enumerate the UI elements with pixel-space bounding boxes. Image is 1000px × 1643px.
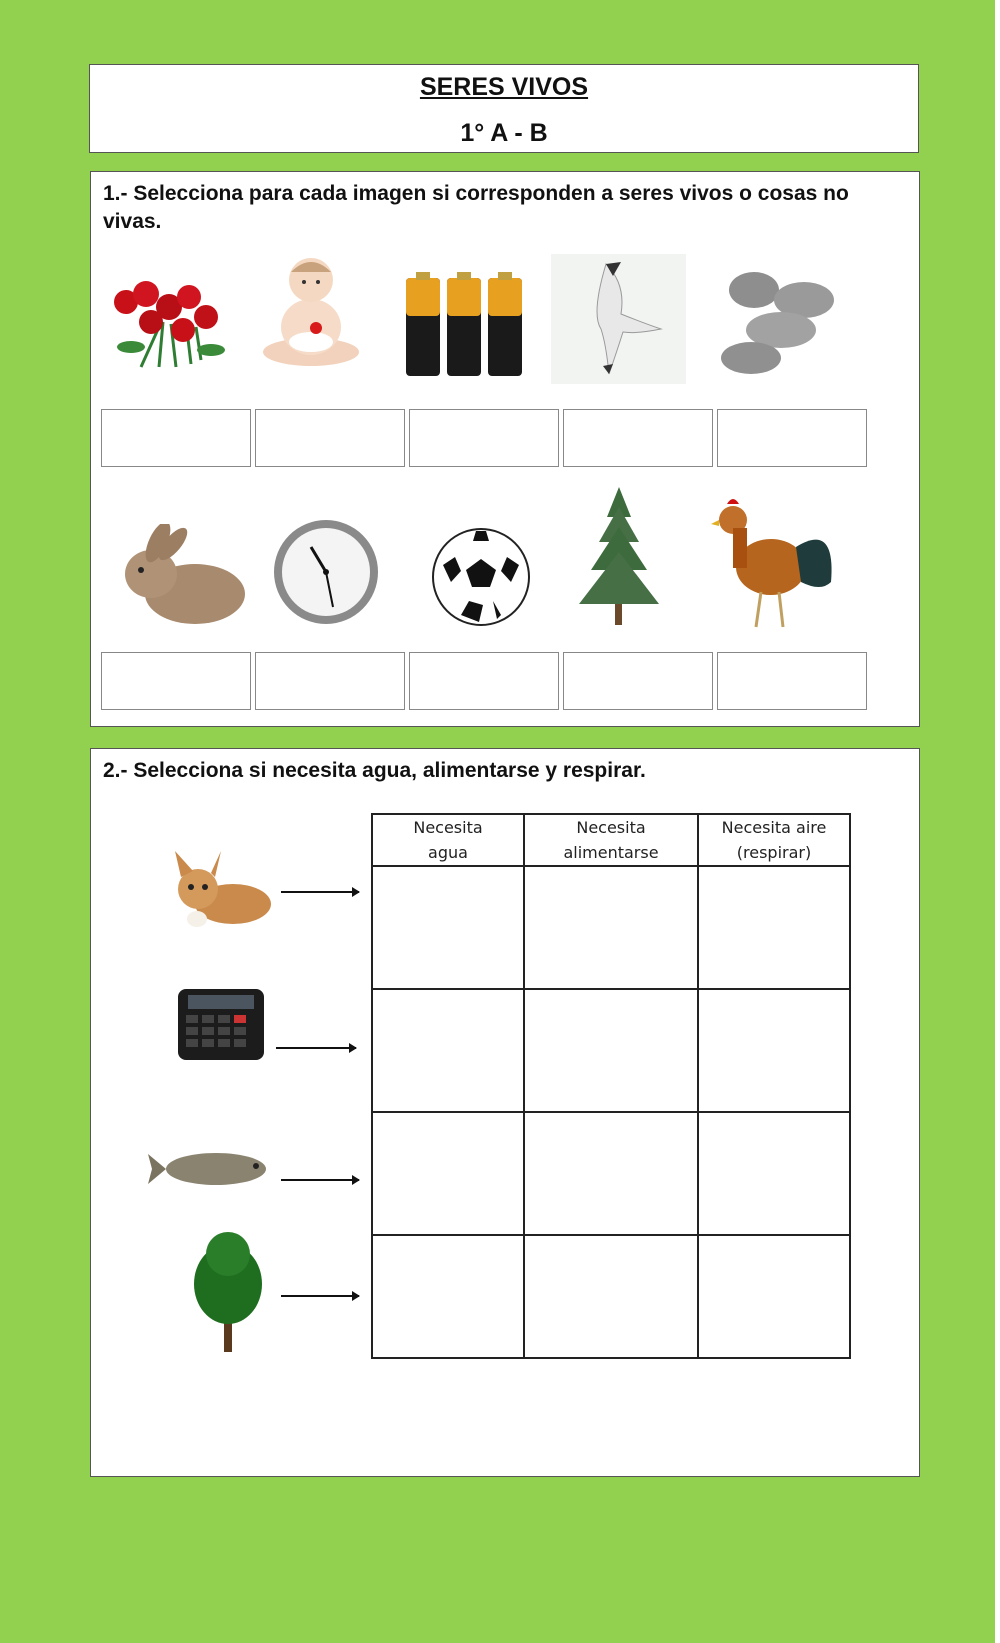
answer-box-rabbit[interactable] (101, 652, 251, 710)
answer-box-rooster[interactable] (717, 652, 867, 710)
cell-tree-air[interactable] (698, 1235, 850, 1358)
needs-table (371, 813, 851, 1359)
cell-calculator-water[interactable] (372, 989, 524, 1112)
soccer-ball-icon (431, 527, 531, 627)
cell-tree-water[interactable] (372, 1235, 524, 1358)
arrow-calculator (276, 1047, 356, 1049)
header-panel (89, 64, 919, 153)
cell-calculator-food[interactable] (524, 989, 698, 1112)
cell-tree-food[interactable] (524, 1235, 698, 1358)
answer-box-clock[interactable] (255, 652, 405, 710)
batteries-icon (401, 270, 531, 380)
stones-icon (719, 260, 844, 378)
seagull-icon (551, 254, 686, 384)
table-row (372, 1112, 850, 1235)
cell-calculator-air[interactable] (698, 989, 850, 1112)
table-row (372, 866, 850, 989)
table-header-row (372, 814, 850, 866)
answer-box-stones[interactable] (717, 409, 867, 467)
table-row (372, 1235, 850, 1358)
class-subtitle: 1° A - B (460, 119, 548, 147)
cell-dog-water[interactable] (372, 866, 524, 989)
section-1-instruction: 1.- Selecciona para cada imagen si corresponden a seres vivos o cosas no vivas. (103, 182, 849, 233)
arrow-tree (281, 1295, 359, 1297)
baby-icon (249, 242, 379, 377)
cell-dog-food[interactable] (524, 866, 698, 989)
rabbit-icon (113, 524, 248, 629)
calculator-icon (176, 987, 266, 1062)
answer-box-seagull[interactable] (563, 409, 713, 467)
pine-tree-icon (569, 482, 669, 627)
section-1-panel (90, 171, 920, 727)
dog-icon (163, 849, 278, 934)
page-title: SERES VIVOS (419, 73, 589, 101)
page-edge (995, 0, 1000, 1643)
fish-icon (146, 1144, 276, 1194)
table-row (372, 989, 850, 1112)
tree-icon (191, 1229, 266, 1354)
column-header-food: Necesita alimentarse (524, 814, 698, 866)
section-2-panel (90, 748, 920, 1477)
column-header-water: Necesita agua (372, 814, 524, 866)
answer-box-roses[interactable] (101, 409, 251, 467)
rooster-icon (711, 492, 841, 632)
answer-box-pine-tree[interactable] (563, 652, 713, 710)
column-header-air: Necesita aire (respirar) (698, 814, 850, 866)
answer-box-baby[interactable] (255, 409, 405, 467)
answer-box-soccer-ball[interactable] (409, 652, 559, 710)
clock-icon (271, 517, 381, 627)
section-2-instruction: 2.- Selecciona si necesita agua, alimentarse y respirar. (103, 759, 646, 782)
arrow-fish (281, 1179, 359, 1181)
cell-fish-air[interactable] (698, 1112, 850, 1235)
cell-fish-food[interactable] (524, 1112, 698, 1235)
answer-box-batteries[interactable] (409, 409, 559, 467)
cell-fish-water[interactable] (372, 1112, 524, 1235)
arrow-dog (281, 891, 359, 893)
cell-dog-air[interactable] (698, 866, 850, 989)
roses-icon (101, 272, 231, 372)
